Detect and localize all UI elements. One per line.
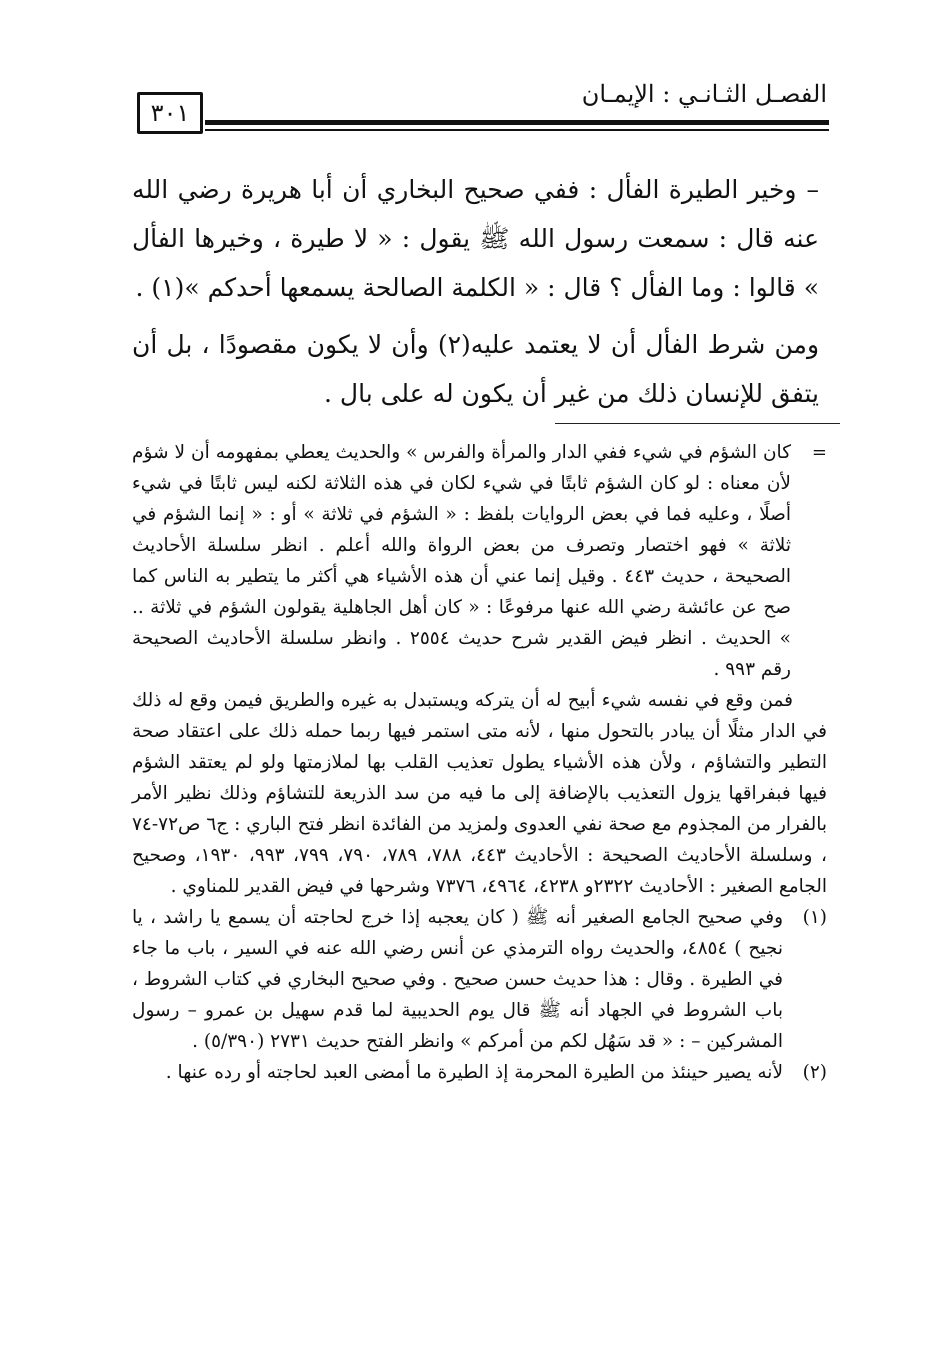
footnote-separator xyxy=(555,423,840,424)
footnote-1-text: وفي صحيح الجامع الصغير أنه ﷺ ( كان يعجبه إذا خرج لحاجته أن يسمع يا راشد ، يا نجيح ) ٤٨٥٤، والحديث رواه الترمذي عن أنس رضي الله عنه في السير ، باب ما جاء في الطيرة . وقال : هذا حديث حسن صحيح . وفي صحيح البخاري في كتاب الشروط ، باب الشروط في الجهاد أنه ﷺ قال يوم الحديبية لما قدم سهيل بن عمرو – رسول المشركين – : « قد سَهُل لكم من أمركم » وانظر الفتح حديث ٢٧٣١ (٥/٣٩٠) . xyxy=(132,907,783,1052)
footnote-continuation-text: كان الشؤم في شيء ففي الدار والمرأة والفرس » والحديث يعطي بمفهومه أن لا شؤم لأن معناه : لو كان الشؤم ثابتًا في شيء لكان في هذه الثلاثة لكنه ليس ثابتًا في شيء أصلًا ، وعليه فما في بعض الروايات بلفظ : « الشؤم في ثلاثة » أو : « إنما الشؤم في ثلاثة » فهو اختصار وتصرف من بعض الرواة والله أعلم . انظر سلسلة الأحاديث الصحيحة ، حديث ٤٤٣ . وقيل إنما عني أن هذه الأشياء هي أكثر ما يتطير به الناس كما صح عن عائشة رضي الله عنها مرفوعًا : « كان أهل الجاهلية يقولون الشؤم في ثلاثة .. » الحديث . انظر فيض القدير شرح حديث ٢٥٥٤ . وانظر سلسلة الأحاديث الصحيحة رقم ٩٩٣ . xyxy=(132,442,792,680)
footnote-continuation xyxy=(132,437,827,685)
footnote-2 xyxy=(132,1057,827,1088)
footnote-2-number: (٢) xyxy=(802,1062,827,1083)
footnote-2-text: لأنه يصير حينئذ من الطيرة المحرمة إذ الطيرة ما أمضى العبد لحاجته أو رده عنها . xyxy=(165,1062,783,1083)
main-paragraph-2: ومن شرط الفأل أن لا يعتمد عليه(٢) وأن لا يكون مقصودًا ، بل أن يتفق للإنسان ذلك من غير أن يكون له على بال . xyxy=(132,330,820,408)
footnotes xyxy=(132,437,827,1088)
footnote-1-number: (١) xyxy=(802,907,827,928)
dash-mark: – xyxy=(806,175,819,204)
page-number: ٣٠١ xyxy=(150,99,190,127)
main-text xyxy=(132,165,819,418)
page-number-box xyxy=(137,92,203,134)
header-rule-thick xyxy=(205,120,829,125)
footnote-paragraph: فمن وقع في نفسه شيء أبيح له أن يتركه ويستبدل به غيره والطريق فيمن وقع له ذلك في الدار مثلًا أن يبادر بالتحول منها ، لأنه متى استمر فيها ربما حمله ذلك على اعتقاد صحة التطير والتشاؤم ، ولأن هذه الأشياء يطول تعذيب القلب بها لملازمتها ولو لم يعتقد الشؤم فيها فبفراقها يزول التعذيب بالإضافة إلى ما فيه من سد الذريعة للتشاؤم وذلك نظير الأمر بالفرار من المجذوم مع صحة نفي العدوى ولمزيد من الفائدة انظر فتح الباري : ج٦ ص٧٢-٧٤ ، وسلسلة الأحاديث الصحيحة : الأحاديث ٤٤٣، ٧٨٨، ٧٨٩، ٧٩٠، ٧٩٩، ٩٩٣، ١٩٣٠، وصحيح الجامع الصغير : الأحاديث ٢٣٢٢و ٤٢٣٨، ٤٩٦٤، ٧٣٧٦ وشرحها في فيض القدير للمناوي . xyxy=(132,690,828,897)
chapter-title: الفصـل الثـانـي : الإيمـان xyxy=(581,80,827,108)
main-paragraph-1-text: وخير الطيرة الفأل : ففي صحيح البخاري أن أبا هريرة رضي الله عنه قال : سمعت رسول الله ﷺ يقول : « لا طيرة ، وخيرها الفأل » قالوا : وما الفأل ؟ قال : « الكلمة الصالحة يسمعها أحدكم »(١) . xyxy=(132,175,819,302)
main-paragraph-1 xyxy=(132,165,819,312)
header-rule-thin xyxy=(205,129,829,131)
continuation-mark: = xyxy=(811,442,827,463)
footnote-1 xyxy=(132,902,827,1057)
